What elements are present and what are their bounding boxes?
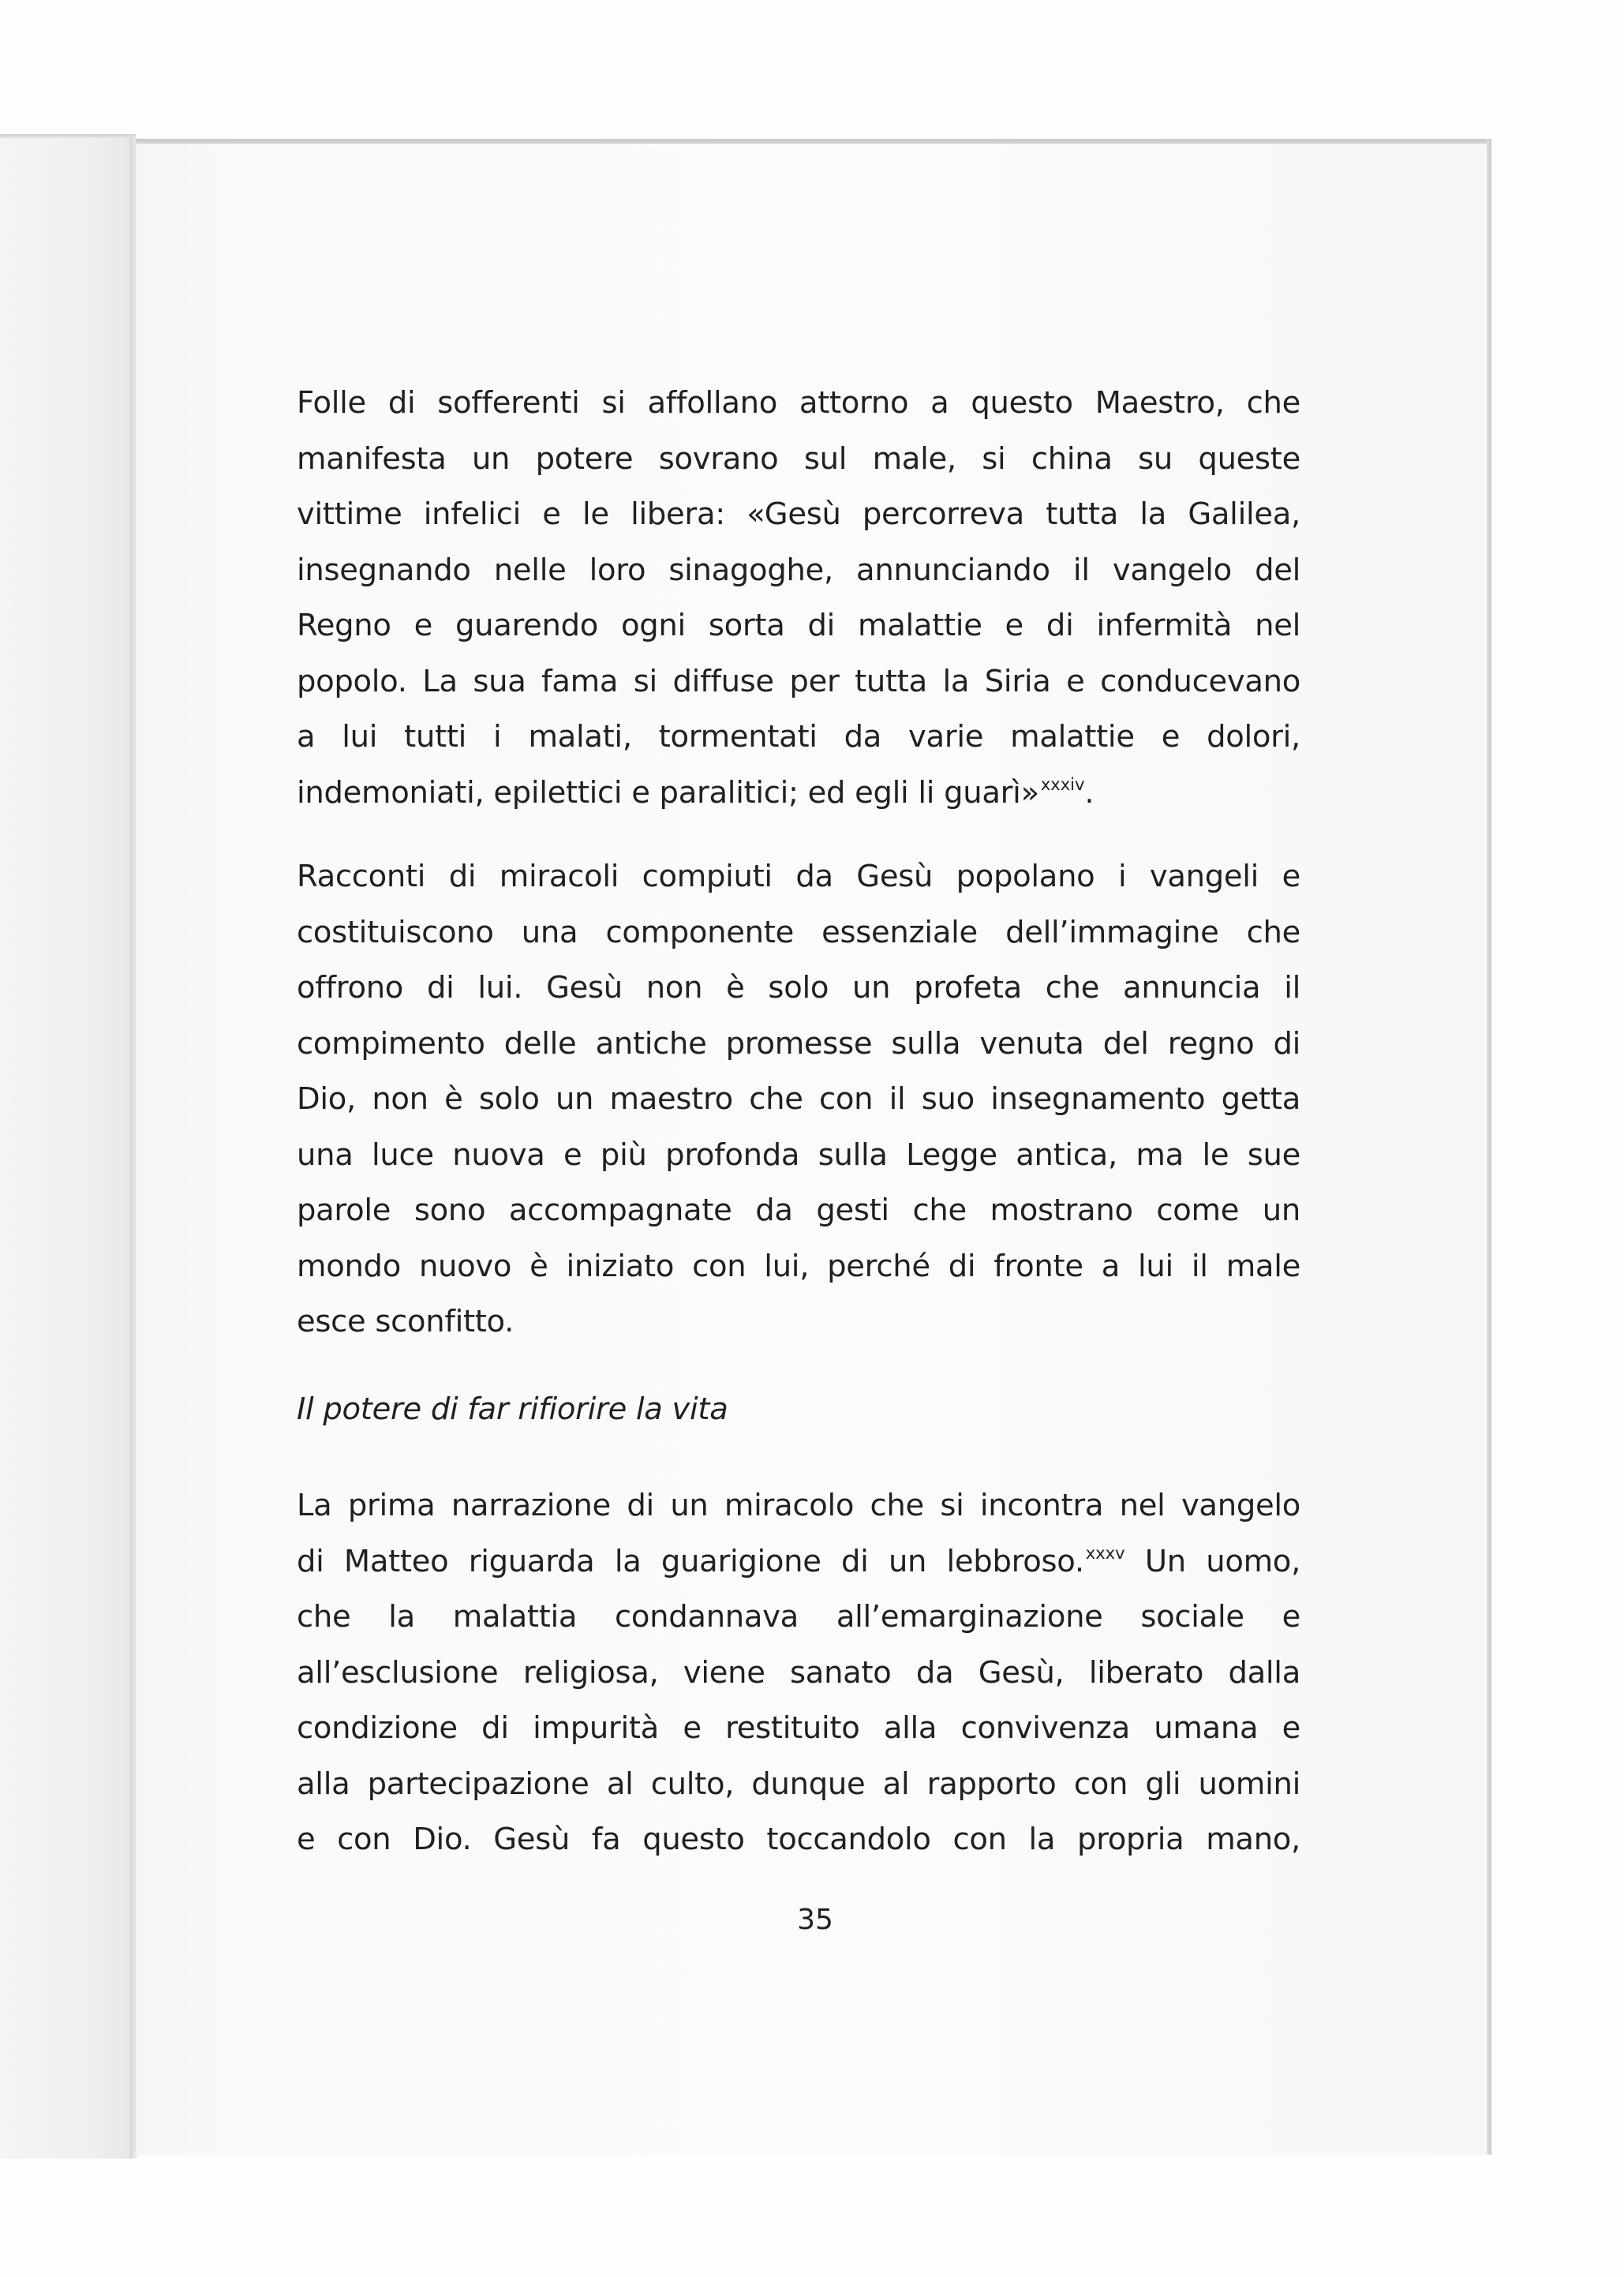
text-line: offrono di lui. Gesù non è solo un profeta che annuncia il [297,970,1300,1006]
paragraph-2 [297,849,1300,1350]
text-line: Dio, non è solo un maestro che con il suo insegnamento getta [297,1081,1300,1117]
text-line-tail: Un uomo, [1124,1543,1301,1579]
endnote-marker: xxxiv [1040,774,1085,794]
text-line: Regno e guarendo ogni sorta di malattie e di infermità nel [297,608,1300,643]
text-line: alla partecipazione al culto, dunque al rapporto con gli uomini [297,1766,1300,1802]
paragraph-1 [297,376,1300,821]
text-line: compimento delle antiche promesse sulla venuta del regno di [297,1025,1300,1062]
text-line: una luce nuova e più profonda sulla Legge antica, ma le sue [297,1137,1300,1173]
text-line: Folle di sofferenti si affollano attorno a questo Maestro, che [297,385,1300,421]
text-line [297,1534,1300,1590]
text-line: costituiscono una componente essenziale dell’immagine che [297,914,1300,950]
text-line: esce sconfitto. [297,1304,515,1339]
text-line-body: indemoniati, epilettici e paralitici; ed egli li guarì» [297,774,1039,811]
text-line [297,766,1300,822]
page-number-value: 35 [797,1904,833,1936]
text-line: che la malattia condannava all’emarginazione sociale e [297,1599,1300,1635]
text-line: a lui tutti i malati, tormentati da varie malattie e dolori, [297,719,1300,755]
text-line: all’esclusione religiosa, viene sanato da Gesù, liberato dalla [297,1654,1300,1691]
text-line: e con Dio. Gesù fa questo toccandolo con la propria mano, [297,1822,1300,1857]
text-line: condizione di impurità e restituito alla convivenza umana e [297,1710,1300,1746]
text-line-tail: . [1084,774,1095,811]
page-right-edge [1487,139,1491,2155]
text-line: insegnando nelle loro sinagoghe, annunciando il vangelo del [297,552,1300,588]
text-line: manifesta un potere sovrano sul male, si china su queste [297,440,1300,477]
previous-page-edge [0,138,136,2159]
section-heading: Il potere di far rifiorire la vita [297,1391,728,1427]
page-number [0,1904,1624,1936]
text-line: Racconti di miracoli compiuti da Gesù popolano i vangeli e [297,859,1300,894]
text-line: popolo. La sua fama si diffuse per tutta la Siria e conducevano [297,663,1300,699]
endnote-marker: xxxv [1085,1543,1125,1563]
text-line: mondo nuovo è iniziato con lui, perché di fronte a lui il male [297,1248,1300,1284]
text-line-body: di Matteo riguarda la guarigione di un lebbroso. [297,1543,1084,1579]
text-line: La prima narrazione di un miracolo che si incontra nel vangelo [297,1488,1300,1523]
text-line: vittime infelici e le libera: «Gesù percorreva tutta la Galilea, [297,496,1300,532]
text-line: parole sono accompagnate da gesti che mostrano come un [297,1193,1300,1228]
paragraph-3 [297,1478,1300,1868]
page-body [297,376,1300,1868]
